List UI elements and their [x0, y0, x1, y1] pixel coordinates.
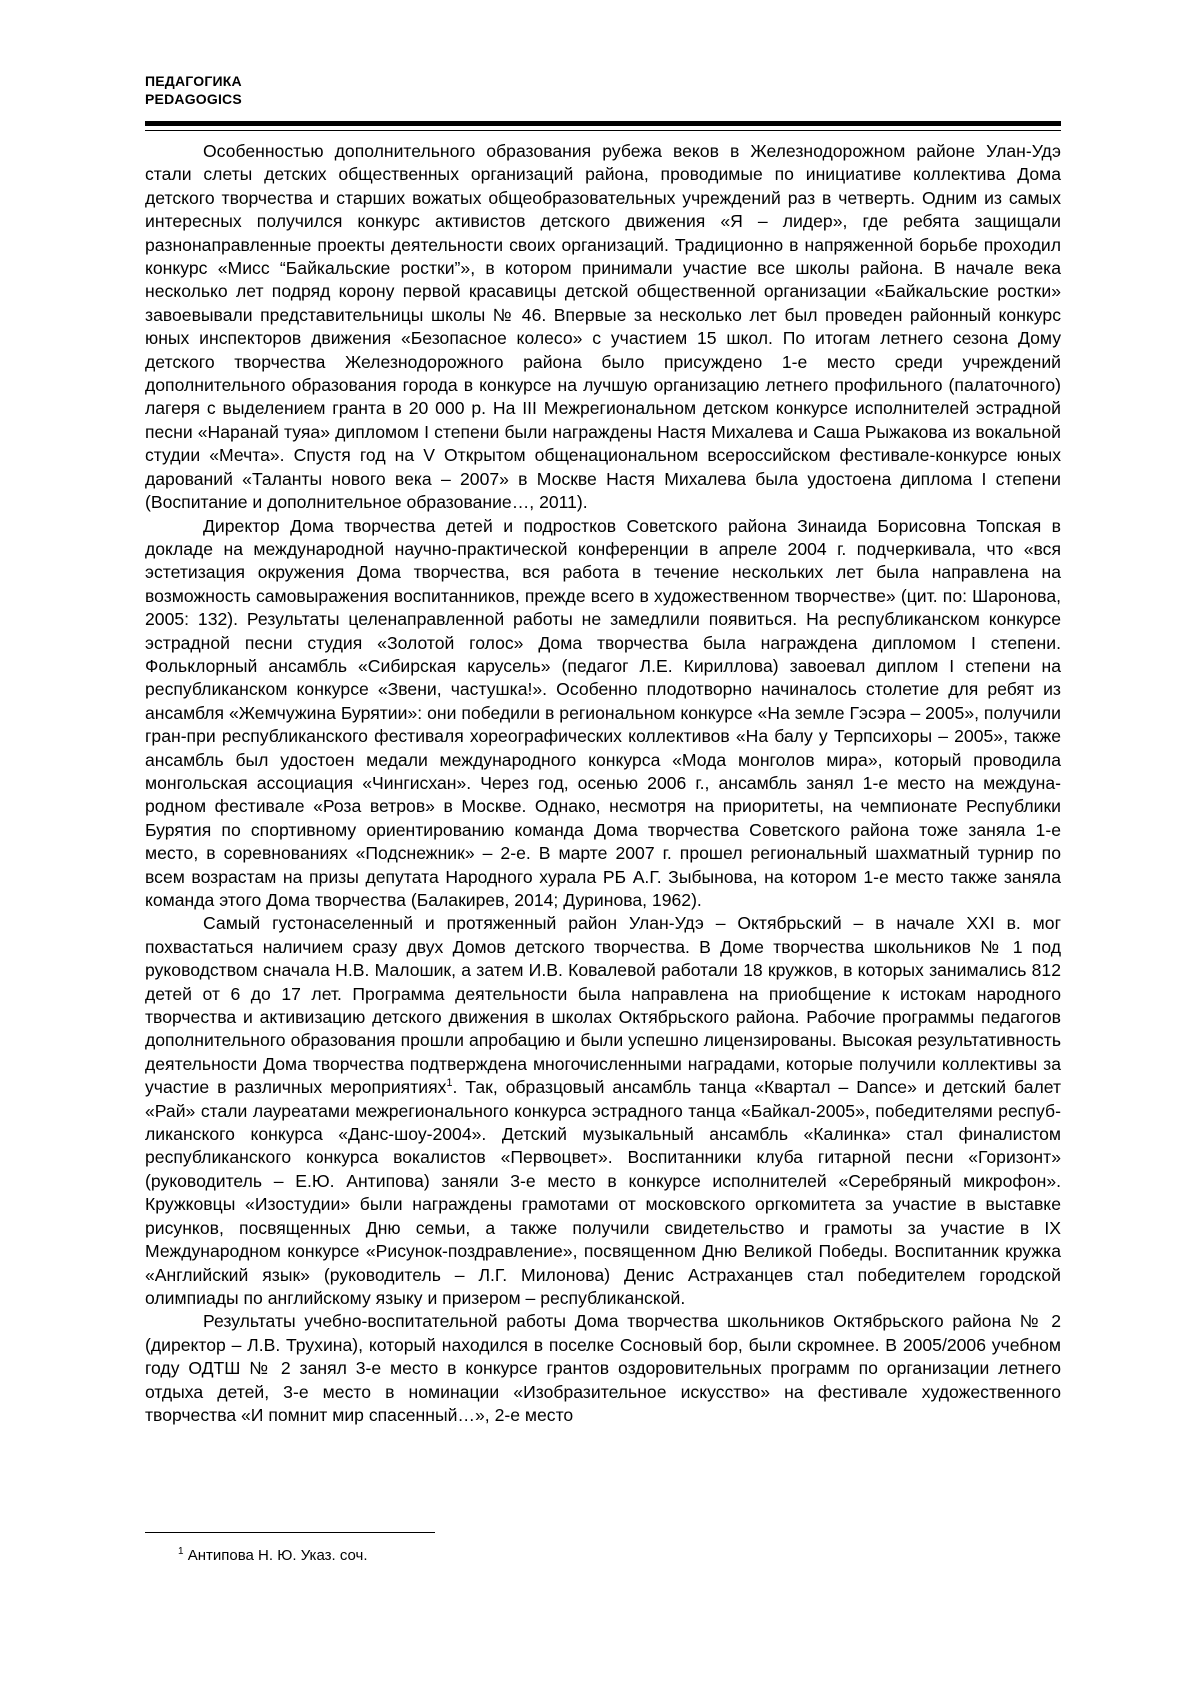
paragraph-3-part-1: Самый густонаселенный и протяженный район Улан-Удэ – Октябрьский – в начале XXI в. мог похвастаться наличием сразу двух Домов детского творчества. В Доме творчества школьников № 1 под руководством сначала Н.В. Малошик, а затем И.В. Ковалевой работали 18 кружков, в которых занимались 812 детей от 6 до 17 лет. Программа деятельности была направлена на приобщение к истокам народного творчества и активизацию детского движения в школах Октябрьского района. Рабочие программы педагогов дополнительного образования прошли апробацию и были успешно лицензированы. Высокая результативность деятельности Дома творчества подтверждена многочисленными наградами, которые получили коллективы за участие в различных мероприятиях: [145, 913, 1061, 1098]
article-body: [145, 140, 1061, 1427]
section-title-en: PEDAGOGICS: [145, 91, 242, 107]
running-header: [145, 72, 242, 108]
footnote-text: Антипова Н. Ю. Указ. соч.: [183, 1547, 368, 1564]
paragraph-2: Директор Дома творчества детей и подростков Советского района Зинаида Борисовна Топская в докладе на международной научно-практической конференции в апреле 2004 г. подчеркивала, что «вся эстетизация окружения Дома творчества, вся работа в течение нескольких лет была направлена на возможность самовыражения воспитанников, прежде всего в художественном творчестве» (цит. по: Шаронова, 2005: 132). Результаты целенаправленной работы не замедлили появиться. На республиканском конкурсе эстрадной песни студия «Золотой голос» Дома творчества была награждена дипломом I степени. Фольклорный ансамбль «Сибирская карусель» (педагог Л.Е. Кириллова) завоевал диплом I степени на республиканском конкурсе «Звени, частушка!». Особенно плодотворно начиналось столетие для ребят из ансамбля «Жемчужина Бурятии»: они победили в региональном конкурсе «На земле Гэсэра – 2005», получили гран-при республиканского фестиваля хореографических коллективов «На балу у Терпсихоры – 2005», также ансамбль был удостоен медали международного конкурса «Мода монголов мира», который проводила монгольская ассоциация «Чингисхан». Через год, осенью 2006 г., ансамбль занял 1-е место на международном фестивале «Роза ветров» в Москве. Однако, несмотря на приоритеты, на чемпионате Республики Бурятия по спортивному ориентированию команда Дома творчества Советского района тоже заняла 1-е место, в соревнованиях «Подснежник» – 2-е. В марте 2007 г. прошел региональный шахматный турнир по всем возрастам на призы депутата Народного хурала РБ А.Г. Зыбынова, на котором 1-е место также заняла команда этого Дома творчества (Балакирев, 2014; Дуринова, 1962).: [145, 515, 1061, 910]
footnote: [178, 1546, 368, 1566]
paragraph-4: Результаты учебно-воспитательной работы Дома творчества школьников Октябрьского района № 2 (директор – Л.В. Трухина), который находился в поселке Сосновый бор, были скромнее. В 2005/2006 учебном году ОДТШ № 2 занял 3-е место в конкурсе грантов оздоровительных программ по организации летнего отдыха детей, 3-е место в номинации «Изобразительное искусство» на фестивале художественного творчества «И помнит мир спасенный…», 2-е место: [145, 1311, 1061, 1425]
paragraph-1: Особенностью дополнительного образования рубежа веков в Железнодорожном районе Улан-Удэ стали слеты детских общественных организаций района, проводимые по инициативе коллектива Дома детского творчества и старших вожатых общеобразовательных учреждений раз в четверть. Одним из самых интересных получился конкурс активистов детского движения «Я – лидер», где ребята защищали разнонаправленные проекты деятельности своих организаций. Традиционно в напряженной борьбе проходил конкурс «Мисс “Байкальские ростки”», в котором принимали участие все школы района. В начале века несколько лет подряд корону первой красавицы детской общественной организации «Байкальские ростки» завоевывали представительницы школы № 46. Впервые за несколько лет был проведен районный конкурс юных инспекторов движения «Безопасное колесо» с участием 15 школ. По итогам летнего сезона Дому детского творчества Железнодорожного района было присуждено 1-е место среди учреждений дополнительного образования города в конкурсе на лучшую организацию летнего профильного (палаточного) лагеря с выделением гранта в 20 000 р. На III Межрегиональном детском конкурсе исполнителей эстрадной песни «Наранай туяа» дипломом I степени были награждены Настя Михалева и Саша Рыжакова из вокальной студии «Мечта». Спустя год на V Открытом общенациональном всероссийском фестивале-конкурсе юных дарований «Таланты нового века – 2007» в Москве Настя Михалева была удостоена диплома I степени (Воспитание и дополнительное образование…, 2011).: [145, 141, 1061, 513]
header-rule-thin: [145, 130, 1061, 131]
footnote-separator: [145, 1532, 435, 1533]
paragraph-3-part-2: . Так, образцовый ансамбль танца «Квартал – Dance» и детский балет «Рай» стали лауреатами межрегионального конкурса эстрадного танца «Байкал-2005», победителями республиканского конкурса «Данс-шоу-2004». Детский музыкальный ансамбль «Калинка» стал финалистом республиканского конкурса вокалистов «Первоцвет». Воспитанники клуба гитарной песни «Горизонт» (руководитель – Е.Ю. Антипова) заняли 3-е место в конкурсе исполнителей «Серебряный микрофон». Кружковцы «Изостудии» были награждены грамотами от московского оргкомитета за участие в выставке рисунков, посвященных Дню семьи, а также получили свидетельство и грамоты за участие в IX Международном конкурсе «Рисунок-поздравление», посвященном Дню Великой Победы. Воспитанник кружка «Английский язык» (руководитель – Л.Г. Милонова) Денис Астраханцев стал победителем городской олимпиады по английскому языку и призером – республиканской.: [145, 1077, 1061, 1308]
paragraph-3: [145, 912, 1061, 1310]
footnote-mark: 1: [178, 1546, 184, 1557]
section-title-ru: ПЕДАГОГИКА: [145, 73, 242, 89]
header-rule-thick: [145, 121, 1061, 126]
footnote-reference: 1: [446, 1077, 453, 1090]
